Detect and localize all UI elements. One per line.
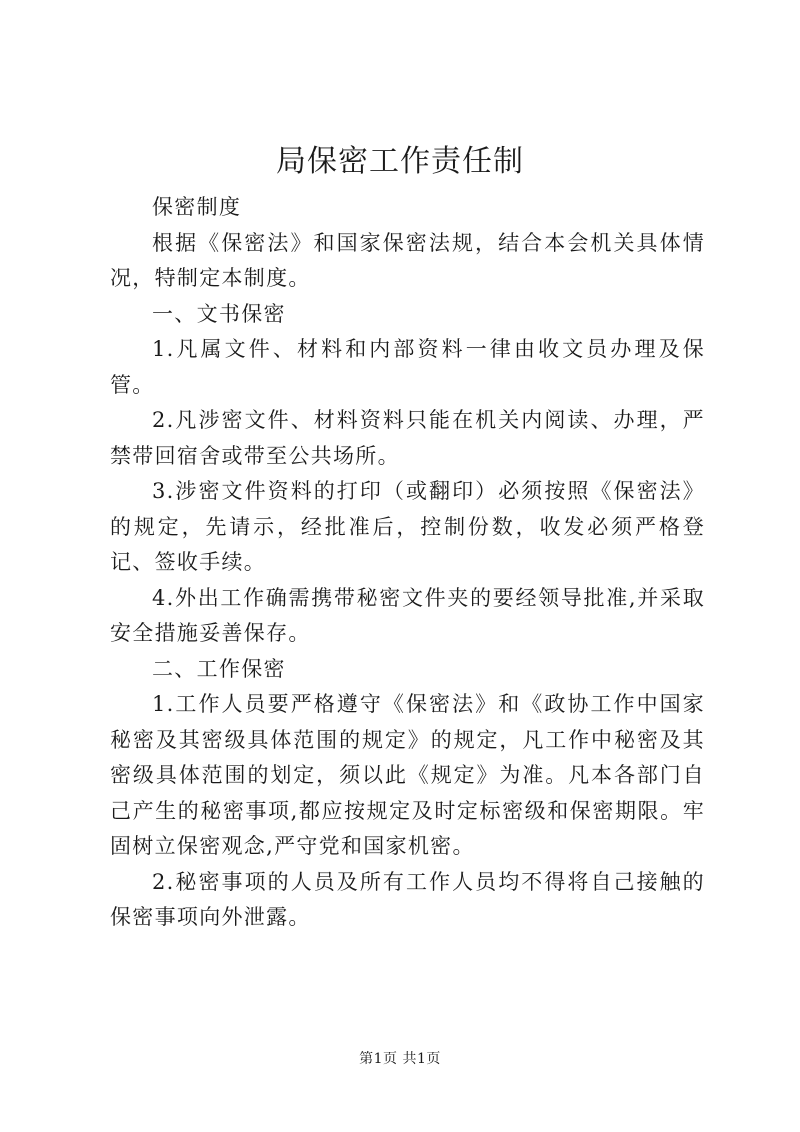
page-footer: 第1页 共1页 (359, 1051, 441, 1067)
paragraph-item: 4.外出工作确需携带秘密文件夹的要经领导批准,并采取安全措施妥善保存。 (110, 585, 705, 645)
document-body (110, 190, 705, 936)
paragraph-item: 1.凡属文件、材料和内部资料一律由收文员办理及保管。 (110, 337, 705, 397)
section-heading-document-secrecy: 一、文书保密 (152, 301, 286, 326)
paragraph-heading-secrecy-system: 保密制度 (152, 195, 242, 219)
section-heading-work-secrecy: 二、工作保密 (152, 656, 286, 681)
paragraph-item: 2.秘密事项的人员及所有工作人员均不得将自己接触的保密事项向外泄露。 (110, 869, 705, 929)
paragraph-intro: 根据《保密法》和国家保密法规，结合本会机关具体情况，特制定本制度。 (110, 230, 705, 290)
paragraph-item: 3.涉密文件资料的打印（或翻印）必须按照《保密法》的规定，先请示，经批准后，控制份数，收发必须严格登记、签收手续。 (110, 479, 705, 574)
document-title: 局保密工作责任制 (276, 144, 524, 179)
paragraph-item: 2.凡涉密文件、材料资料只能在机关内阅读、办理，严禁带回宿舍或带至公共场所。 (110, 408, 705, 468)
paragraph-item: 1.工作人员要严格遵守《保密法》和《政协工作中国家秘密及其密级具体范围的规定》的规定，凡工作中秘密及其密级具体范围的划定，须以此《规定》为准。凡本各部门自己产生的秘密事项,都应按规定及时定标密级和保密期限。牢固树立保密观念,严守党和国家机密。 (110, 692, 705, 858)
